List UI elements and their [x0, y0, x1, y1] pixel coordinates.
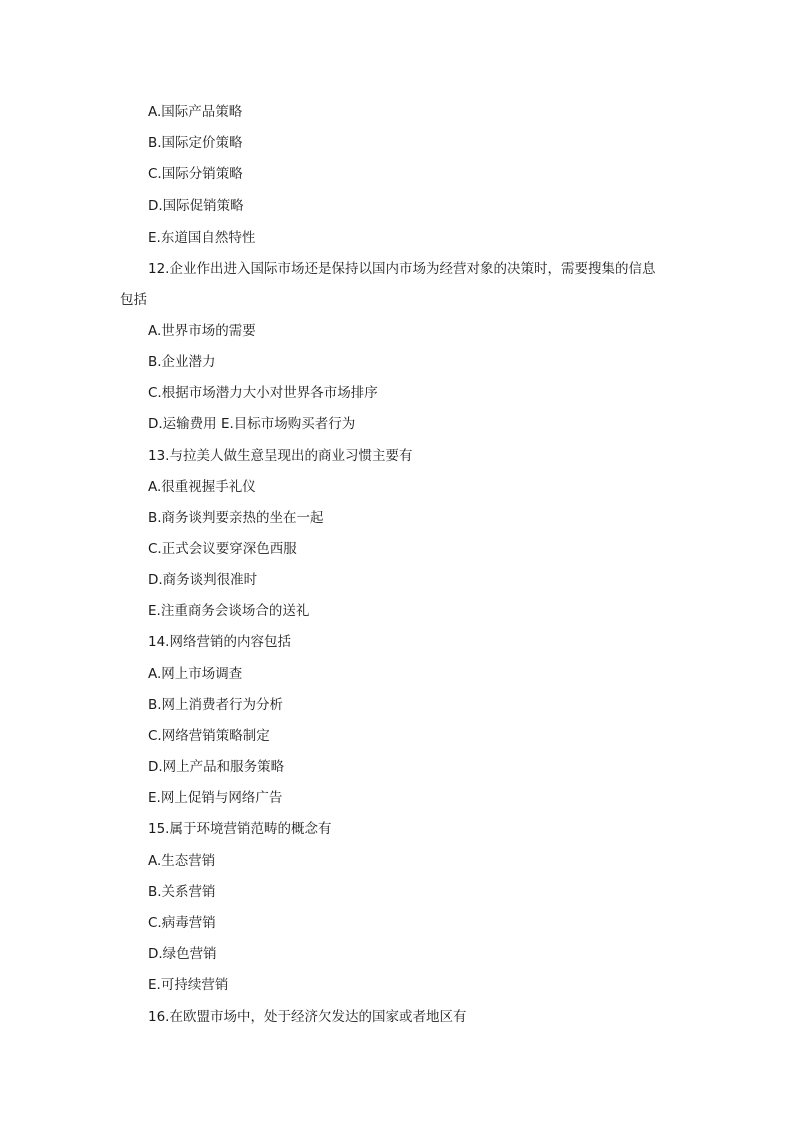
option-12b: B.企业潜力 [148, 354, 216, 370]
option-11d: D.国际促销策略 [148, 198, 244, 214]
option-11c: C.国际分销策略 [148, 166, 243, 182]
option-13c: C.正式会议要穿深色西服 [148, 541, 297, 557]
option-15a: A.生态营销 [148, 853, 216, 869]
option-15d: D.绿色营销 [148, 946, 217, 962]
question-12-continuation: 包括 [120, 292, 147, 308]
question-12: 12.企业作出进入国际市场还是保持以国内市场为经营对象的决策时，需要搜集的信息 [148, 261, 656, 277]
option-13d: D.商务谈判很准时 [148, 572, 258, 588]
option-14a: A.网上市场调查 [148, 666, 243, 682]
option-14b: B.网上消费者行为分析 [148, 697, 284, 713]
question-13: 13.与拉美人做生意呈现出的商业习惯主要有 [148, 448, 413, 464]
question-14: 14.网络营销的内容包括 [148, 634, 291, 650]
option-11e: E.东道国自然特性 [148, 230, 256, 246]
option-14c: C.网络营销策略制定 [148, 728, 270, 744]
option-13e: E.注重商务会谈场合的送礼 [148, 603, 310, 619]
option-15e: E.可持续营销 [148, 977, 229, 993]
option-13b: B.商务谈判要亲热的坐在一起 [148, 510, 324, 526]
option-12c: C.根据市场潜力大小对世界各市场排序 [148, 385, 378, 401]
option-15c: C.病毒营销 [148, 915, 216, 931]
option-11a: A.国际产品策略 [148, 104, 243, 120]
option-11b: B.国际定价策略 [148, 135, 243, 151]
option-13a: A.很重视握手礼仪 [148, 479, 256, 495]
option-12d-e: D.运输费用 E.目标市场购买者行为 [148, 416, 356, 432]
option-15b: B.关系营销 [148, 884, 216, 900]
option-14e: E.网上促销与网络广告 [148, 790, 283, 806]
option-14d: D.网上产品和服务策略 [148, 759, 285, 775]
question-15: 15.属于环境营销范畴的概念有 [148, 821, 332, 837]
option-12a: A.世界市场的需要 [148, 323, 256, 339]
question-16: 16.在欧盟市场中，处于经济欠发达的国家或者地区有 [148, 1009, 467, 1025]
